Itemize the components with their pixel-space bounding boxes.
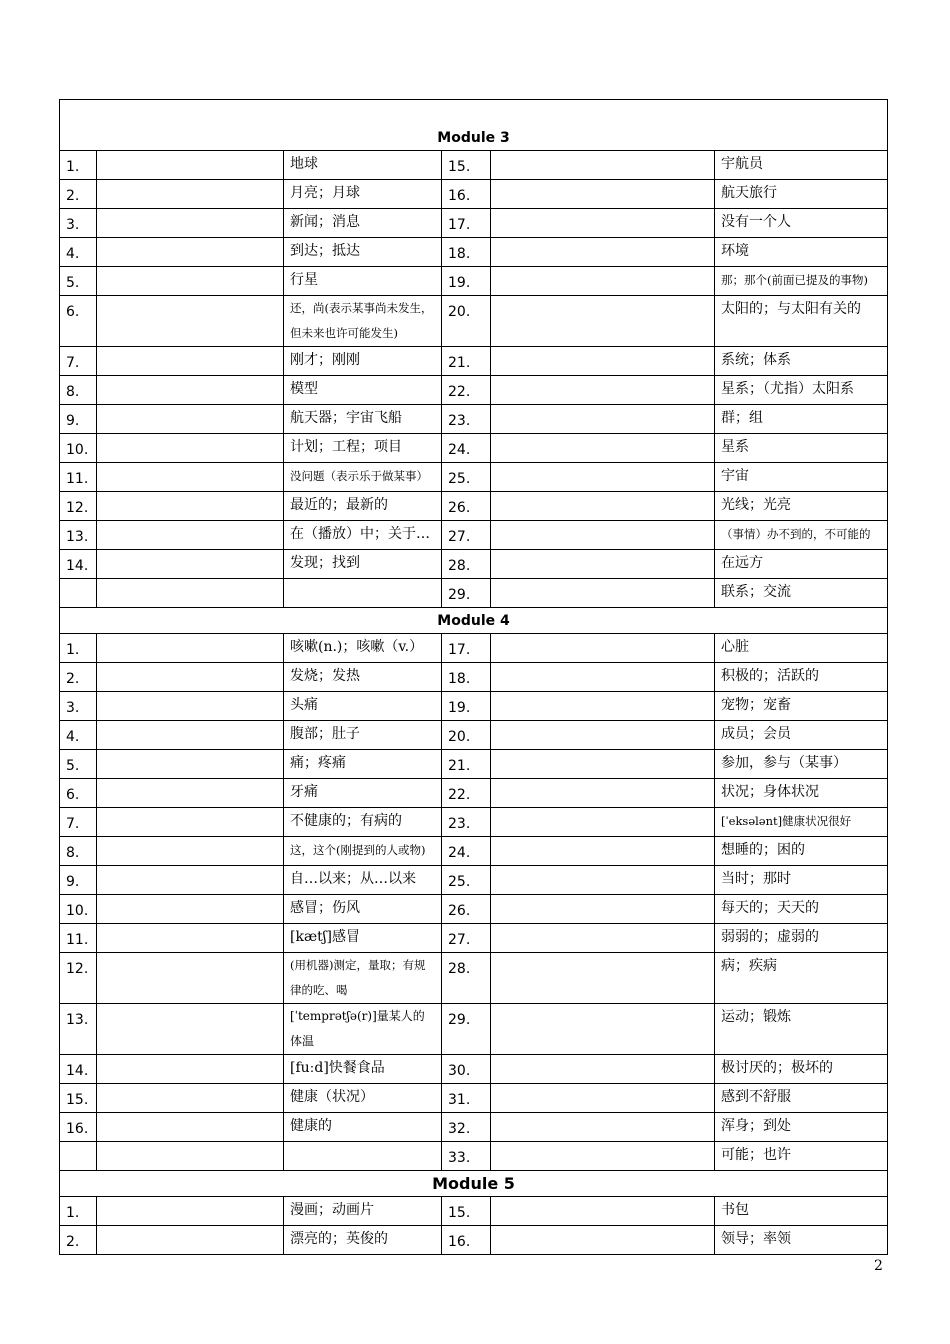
left-meaning: 航天器；宇宙飞船 bbox=[284, 405, 442, 434]
left-answer-blank bbox=[97, 347, 284, 376]
table-row bbox=[60, 634, 888, 663]
right-answer-blank bbox=[491, 1113, 715, 1142]
right-answer-blank bbox=[491, 405, 715, 434]
right-answer-blank bbox=[491, 895, 715, 924]
table-row bbox=[60, 779, 888, 808]
page-number: 2 bbox=[874, 1258, 883, 1274]
right-answer-blank bbox=[491, 296, 715, 347]
left-answer-blank bbox=[97, 721, 284, 750]
right-answer-blank bbox=[491, 151, 715, 180]
right-answer-blank bbox=[491, 238, 715, 267]
left-answer-blank bbox=[97, 808, 284, 837]
table-row bbox=[60, 434, 888, 463]
left-meaning: 行星 bbox=[284, 267, 442, 296]
left-item-number: 12. bbox=[60, 953, 97, 1004]
table-row bbox=[60, 550, 888, 579]
module-header-row bbox=[60, 100, 888, 151]
table-row bbox=[60, 151, 888, 180]
left-meaning: [kætʃ]感冒 bbox=[284, 924, 442, 953]
left-item-number bbox=[60, 579, 97, 608]
left-item-number: 7. bbox=[60, 347, 97, 376]
left-meaning bbox=[284, 1142, 442, 1171]
right-answer-blank bbox=[491, 267, 715, 296]
left-meaning: 咳嗽(n.)；咳嗽（v.） bbox=[284, 634, 442, 663]
left-answer-blank bbox=[97, 750, 284, 779]
left-answer-blank bbox=[97, 376, 284, 405]
left-item-number: 1. bbox=[60, 1197, 97, 1226]
right-meaning: 环境 bbox=[715, 238, 888, 267]
table-row bbox=[60, 866, 888, 895]
table-row bbox=[60, 347, 888, 376]
left-meaning: 健康（状况） bbox=[284, 1084, 442, 1113]
right-meaning: 星系；（尤指）太阳系 bbox=[715, 376, 888, 405]
right-item-number: 29. bbox=[442, 579, 491, 608]
left-meaning: 健康的 bbox=[284, 1113, 442, 1142]
left-item-number: 2. bbox=[60, 180, 97, 209]
right-meaning: 心脏 bbox=[715, 634, 888, 663]
right-item-number: 27. bbox=[442, 521, 491, 550]
right-answer-blank bbox=[491, 808, 715, 837]
right-item-number: 16. bbox=[442, 180, 491, 209]
right-item-number: 22. bbox=[442, 779, 491, 808]
right-meaning: 状况；身体状况 bbox=[715, 779, 888, 808]
left-item-number: 9. bbox=[60, 866, 97, 895]
left-meaning: 新闻；消息 bbox=[284, 209, 442, 238]
right-item-number: 28. bbox=[442, 953, 491, 1004]
right-item-number: 33. bbox=[442, 1142, 491, 1171]
left-item-number: 7. bbox=[60, 808, 97, 837]
left-item-number: 2. bbox=[60, 1226, 97, 1255]
left-answer-blank bbox=[97, 209, 284, 238]
right-meaning: 书包 bbox=[715, 1197, 888, 1226]
right-meaning: 成员；会员 bbox=[715, 721, 888, 750]
right-meaning: 极讨厌的；极坏的 bbox=[715, 1055, 888, 1084]
left-item-number: 14. bbox=[60, 550, 97, 579]
left-meaning: 月亮；月球 bbox=[284, 180, 442, 209]
left-meaning: 发现；找到 bbox=[284, 550, 442, 579]
right-answer-blank bbox=[491, 866, 715, 895]
left-item-number: 10. bbox=[60, 434, 97, 463]
left-meaning: 刚才；刚刚 bbox=[284, 347, 442, 376]
left-answer-blank bbox=[97, 463, 284, 492]
right-meaning: 系统；体系 bbox=[715, 347, 888, 376]
table-row bbox=[60, 953, 888, 1004]
left-item-number: 5. bbox=[60, 267, 97, 296]
table-row bbox=[60, 579, 888, 608]
left-item-number: 6. bbox=[60, 779, 97, 808]
left-answer-blank bbox=[97, 953, 284, 1004]
table-row bbox=[60, 521, 888, 550]
right-item-number: 20. bbox=[442, 296, 491, 347]
left-meaning: 自…以来；从…以来 bbox=[284, 866, 442, 895]
right-answer-blank bbox=[491, 779, 715, 808]
right-meaning: 浑身；到处 bbox=[715, 1113, 888, 1142]
right-item-number: 30. bbox=[442, 1055, 491, 1084]
left-answer-blank bbox=[97, 267, 284, 296]
right-answer-blank bbox=[491, 550, 715, 579]
right-item-number: 24. bbox=[442, 837, 491, 866]
right-item-number: 27. bbox=[442, 924, 491, 953]
table-row bbox=[60, 376, 888, 405]
left-answer-blank bbox=[97, 405, 284, 434]
left-answer-blank bbox=[97, 434, 284, 463]
right-answer-blank bbox=[491, 837, 715, 866]
left-answer-blank bbox=[97, 779, 284, 808]
left-meaning: 没问题（表示乐于做某事） bbox=[284, 463, 442, 492]
left-answer-blank bbox=[97, 1055, 284, 1084]
module-title: Module 5 bbox=[60, 1171, 888, 1197]
left-item-number: 4. bbox=[60, 238, 97, 267]
module-title: Module 3 bbox=[60, 100, 888, 151]
left-meaning: 腹部；肚子 bbox=[284, 721, 442, 750]
right-meaning: 宇航员 bbox=[715, 151, 888, 180]
left-meaning: 漫画；动画片 bbox=[284, 1197, 442, 1226]
right-answer-blank bbox=[491, 347, 715, 376]
left-item-number: 10. bbox=[60, 895, 97, 924]
table-row bbox=[60, 1197, 888, 1226]
right-item-number: 20. bbox=[442, 721, 491, 750]
left-answer-blank bbox=[97, 634, 284, 663]
left-meaning: 牙痛 bbox=[284, 779, 442, 808]
right-item-number: 32. bbox=[442, 1113, 491, 1142]
left-meaning: (用机器)测定，量取；有规律的吃、喝 bbox=[284, 953, 442, 1004]
left-answer-blank bbox=[97, 521, 284, 550]
right-meaning: 感到不舒服 bbox=[715, 1084, 888, 1113]
right-item-number: 15. bbox=[442, 151, 491, 180]
table-row bbox=[60, 1226, 888, 1255]
left-meaning: [ˈtemprətʃə(r)]量某人的体温 bbox=[284, 1004, 442, 1055]
table-row bbox=[60, 692, 888, 721]
table-row bbox=[60, 209, 888, 238]
left-meaning: 这，这个(刚提到的人或物) bbox=[284, 837, 442, 866]
table-row bbox=[60, 1113, 888, 1142]
left-answer-blank bbox=[97, 296, 284, 347]
right-meaning: 参加，参与（某事） bbox=[715, 750, 888, 779]
right-meaning: 星系 bbox=[715, 434, 888, 463]
right-answer-blank bbox=[491, 721, 715, 750]
left-meaning: [fuːd]快餐食品 bbox=[284, 1055, 442, 1084]
table-row bbox=[60, 1004, 888, 1055]
left-answer-blank bbox=[97, 663, 284, 692]
right-meaning: 运动；锻炼 bbox=[715, 1004, 888, 1055]
right-item-number: 22. bbox=[442, 376, 491, 405]
left-answer-blank bbox=[97, 492, 284, 521]
right-meaning: 没有一个人 bbox=[715, 209, 888, 238]
left-item-number: 3. bbox=[60, 209, 97, 238]
left-item-number: 9. bbox=[60, 405, 97, 434]
right-answer-blank bbox=[491, 1226, 715, 1255]
right-answer-blank bbox=[491, 209, 715, 238]
right-item-number: 19. bbox=[442, 692, 491, 721]
right-meaning: 弱弱的；虚弱的 bbox=[715, 924, 888, 953]
right-answer-blank bbox=[491, 463, 715, 492]
right-item-number: 26. bbox=[442, 895, 491, 924]
right-item-number: 28. bbox=[442, 550, 491, 579]
right-item-number: 23. bbox=[442, 808, 491, 837]
right-meaning: 那；那个(前面已提及的事物) bbox=[715, 267, 888, 296]
left-answer-blank bbox=[97, 579, 284, 608]
left-item-number: 1. bbox=[60, 634, 97, 663]
left-item-number: 15. bbox=[60, 1084, 97, 1113]
left-meaning: 还，尚(表示某事尚未发生，但未来也许可能发生) bbox=[284, 296, 442, 347]
right-item-number: 23. bbox=[442, 405, 491, 434]
right-item-number: 29. bbox=[442, 1004, 491, 1055]
table-row bbox=[60, 1142, 888, 1171]
left-meaning: 最近的；最新的 bbox=[284, 492, 442, 521]
right-answer-blank bbox=[491, 579, 715, 608]
right-answer-blank bbox=[491, 180, 715, 209]
left-item-number: 11. bbox=[60, 924, 97, 953]
left-answer-blank bbox=[97, 1084, 284, 1113]
left-answer-blank bbox=[97, 1113, 284, 1142]
table-row bbox=[60, 895, 888, 924]
right-meaning: 领导；率领 bbox=[715, 1226, 888, 1255]
left-item-number: 2. bbox=[60, 663, 97, 692]
left-meaning: 痛；疼痛 bbox=[284, 750, 442, 779]
right-meaning: 当时；那时 bbox=[715, 866, 888, 895]
right-answer-blank bbox=[491, 1055, 715, 1084]
right-meaning: 积极的；活跃的 bbox=[715, 663, 888, 692]
left-answer-blank bbox=[97, 1142, 284, 1171]
table-row bbox=[60, 463, 888, 492]
left-answer-blank bbox=[97, 1226, 284, 1255]
right-item-number: 17. bbox=[442, 634, 491, 663]
right-answer-blank bbox=[491, 750, 715, 779]
right-meaning: 宠物；宠畜 bbox=[715, 692, 888, 721]
right-answer-blank bbox=[491, 1197, 715, 1226]
right-meaning: 病；疾病 bbox=[715, 953, 888, 1004]
right-meaning: 群；组 bbox=[715, 405, 888, 434]
right-item-number: 18. bbox=[442, 663, 491, 692]
left-meaning: 发烧；发热 bbox=[284, 663, 442, 692]
left-answer-blank bbox=[97, 550, 284, 579]
right-item-number: 17. bbox=[442, 209, 491, 238]
right-item-number: 19. bbox=[442, 267, 491, 296]
right-item-number: 24. bbox=[442, 434, 491, 463]
right-item-number: 31. bbox=[442, 1084, 491, 1113]
left-item-number: 3. bbox=[60, 692, 97, 721]
left-answer-blank bbox=[97, 692, 284, 721]
left-item-number: 16. bbox=[60, 1113, 97, 1142]
left-answer-blank bbox=[97, 1004, 284, 1055]
right-answer-blank bbox=[491, 1004, 715, 1055]
right-meaning: 每天的；天天的 bbox=[715, 895, 888, 924]
table-row bbox=[60, 1055, 888, 1084]
module-header-row bbox=[60, 1171, 888, 1197]
table-row bbox=[60, 267, 888, 296]
right-item-number: 25. bbox=[442, 866, 491, 895]
left-meaning: 到达；抵达 bbox=[284, 238, 442, 267]
right-answer-blank bbox=[491, 663, 715, 692]
table-row bbox=[60, 837, 888, 866]
table-row bbox=[60, 492, 888, 521]
right-meaning: 宇宙 bbox=[715, 463, 888, 492]
table-row bbox=[60, 296, 888, 347]
right-meaning: 太阳的；与太阳有关的 bbox=[715, 296, 888, 347]
left-item-number: 8. bbox=[60, 837, 97, 866]
right-meaning: 想睡的；困的 bbox=[715, 837, 888, 866]
vocabulary-table bbox=[59, 99, 888, 1255]
left-answer-blank bbox=[97, 180, 284, 209]
right-meaning: 联系；交流 bbox=[715, 579, 888, 608]
left-meaning: 计划；工程；项目 bbox=[284, 434, 442, 463]
right-meaning: 在远方 bbox=[715, 550, 888, 579]
module-header-row bbox=[60, 608, 888, 634]
left-meaning: 地球 bbox=[284, 151, 442, 180]
left-item-number: 8. bbox=[60, 376, 97, 405]
left-meaning: 感冒；伤风 bbox=[284, 895, 442, 924]
right-item-number: 18. bbox=[442, 238, 491, 267]
left-item-number: 13. bbox=[60, 521, 97, 550]
right-item-number: 26. bbox=[442, 492, 491, 521]
right-item-number: 21. bbox=[442, 750, 491, 779]
right-answer-blank bbox=[491, 521, 715, 550]
left-item-number: 11. bbox=[60, 463, 97, 492]
right-answer-blank bbox=[491, 492, 715, 521]
left-answer-blank bbox=[97, 895, 284, 924]
right-answer-blank bbox=[491, 1084, 715, 1113]
left-answer-blank bbox=[97, 151, 284, 180]
right-answer-blank bbox=[491, 376, 715, 405]
left-item-number: 14. bbox=[60, 1055, 97, 1084]
table-row bbox=[60, 405, 888, 434]
right-item-number: 25. bbox=[442, 463, 491, 492]
right-answer-blank bbox=[491, 1142, 715, 1171]
left-meaning: 在（播放）中；关于… bbox=[284, 521, 442, 550]
right-answer-blank bbox=[491, 953, 715, 1004]
right-item-number: 16. bbox=[442, 1226, 491, 1255]
left-meaning: 不健康的；有病的 bbox=[284, 808, 442, 837]
table-row bbox=[60, 1084, 888, 1113]
table-row bbox=[60, 663, 888, 692]
left-item-number: 6. bbox=[60, 296, 97, 347]
table-row bbox=[60, 238, 888, 267]
table-row bbox=[60, 924, 888, 953]
table-row bbox=[60, 721, 888, 750]
right-meaning: （事情）办不到的，不可能的 bbox=[715, 521, 888, 550]
right-meaning: [ˈeksələnt]健康状况很好 bbox=[715, 808, 888, 837]
right-answer-blank bbox=[491, 924, 715, 953]
left-answer-blank bbox=[97, 837, 284, 866]
left-meaning bbox=[284, 579, 442, 608]
left-item-number: 5. bbox=[60, 750, 97, 779]
left-meaning: 头痛 bbox=[284, 692, 442, 721]
module-title: Module 4 bbox=[60, 608, 888, 634]
table-row bbox=[60, 808, 888, 837]
left-answer-blank bbox=[97, 866, 284, 895]
left-meaning: 漂亮的；英俊的 bbox=[284, 1226, 442, 1255]
left-item-number: 13. bbox=[60, 1004, 97, 1055]
left-item-number: 4. bbox=[60, 721, 97, 750]
left-item-number bbox=[60, 1142, 97, 1171]
right-meaning: 航天旅行 bbox=[715, 180, 888, 209]
left-answer-blank bbox=[97, 1197, 284, 1226]
right-answer-blank bbox=[491, 634, 715, 663]
right-item-number: 21. bbox=[442, 347, 491, 376]
right-meaning: 光线；光亮 bbox=[715, 492, 888, 521]
table-row bbox=[60, 750, 888, 779]
right-item-number: 15. bbox=[442, 1197, 491, 1226]
left-item-number: 1. bbox=[60, 151, 97, 180]
left-answer-blank bbox=[97, 924, 284, 953]
right-answer-blank bbox=[491, 692, 715, 721]
right-answer-blank bbox=[491, 434, 715, 463]
left-item-number: 12. bbox=[60, 492, 97, 521]
table-row bbox=[60, 180, 888, 209]
left-meaning: 模型 bbox=[284, 376, 442, 405]
left-answer-blank bbox=[97, 238, 284, 267]
right-meaning: 可能；也许 bbox=[715, 1142, 888, 1171]
